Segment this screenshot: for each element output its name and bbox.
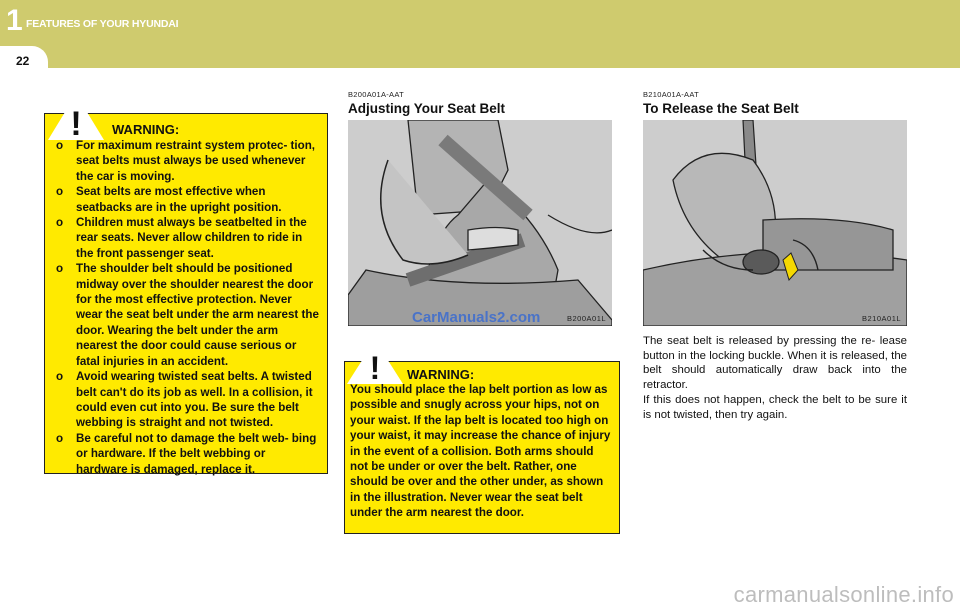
release-paragraph-2: If this does not happen, check the belt to be sure it is not twisted, then try again. [643, 394, 907, 421]
release-paragraph: The seat belt is released by pressing the re- lease button in the locking buckle. When it is released, the belt should automatically draw back into the retractor. [643, 335, 907, 391]
chapter-header-band [0, 0, 960, 68]
bullet-marker: o [56, 431, 64, 445]
footer-watermark: carmanualsonline.info [733, 582, 954, 607]
warning-item-text: Avoid wearing twisted seat belts. A twisted belt can't do its job as well. In a collision, it could even cut into you. Be sure the belt webbing is straight and not twisted. [76, 370, 313, 430]
section-code: B200A01A-AAT [348, 90, 404, 99]
image-code: B210A01L [862, 314, 902, 323]
warning-item-text: Children must always be seatbelted in the rear seats. Never allow children to ride in the front passenger seat. [76, 216, 307, 260]
chapter-number: 1 [6, 4, 23, 37]
chapter-title: FEATURES OF YOUR HYUNDAI [26, 18, 179, 30]
svg-text:!: ! [70, 105, 82, 142]
bullet-marker: o [56, 262, 64, 276]
image-code: B200A01L [567, 314, 607, 323]
list-item [56, 261, 320, 369]
warning-item-text: The shoulder belt should be positioned midway over the shoulder nearest the door for the most effective protection. Never wear the seat belt under the arm nearest the door. Wearing the belt under the arm nearest the door could cause serious or fatal injuries in an accident. [76, 262, 319, 368]
seat-belt-release-illustration [643, 120, 907, 326]
warning-list [56, 138, 320, 477]
page-number: 22 [16, 54, 30, 68]
list-item [56, 431, 320, 477]
warning-item-text: Seat belts are most effective when seatbacks are in the upright position. [76, 185, 282, 214]
bullet-marker: o [56, 370, 64, 384]
bullet-marker: o [56, 185, 64, 199]
bullet-marker: o [56, 139, 64, 152]
warning-body-text: You should place the lap belt portion as low as possible and snugly across your hips, not on your waist. If the lap belt is located too high on your waist, it may increase the chance of injury in the event of a collision. Both arms should not be under or over the belt. Rather, one should be over and the other under, as shown in the illustration. Never wear the seat belt under the arm nearest the door. [350, 383, 611, 520]
warning-triangle-icon [345, 338, 405, 386]
warning-item-text: Be careful not to damage the belt web- bing or hardware. If the belt webbing or hardware is damaged, replace it. [76, 431, 317, 476]
list-item [56, 184, 320, 215]
warning-title: WARNING: [112, 122, 180, 137]
seat-belt-adjust-illustration [348, 120, 612, 326]
warning-item-text: For maximum restraint system protec- tion, seat belts must always be used whenever the car is moving. [76, 139, 316, 183]
bullet-marker: o [56, 216, 64, 230]
watermark-text: CarManuals2.com [412, 309, 541, 326]
svg-text:!: ! [369, 350, 381, 386]
list-item [56, 369, 320, 431]
warning-triangle-icon [46, 92, 106, 142]
list-item [56, 138, 320, 184]
section-title: To Release the Seat Belt [643, 101, 799, 116]
warning-title: WARNING: [407, 367, 475, 382]
section-title: Adjusting Your Seat Belt [348, 101, 506, 116]
list-item [56, 215, 320, 261]
section-code: B210A01A-AAT [643, 90, 699, 99]
